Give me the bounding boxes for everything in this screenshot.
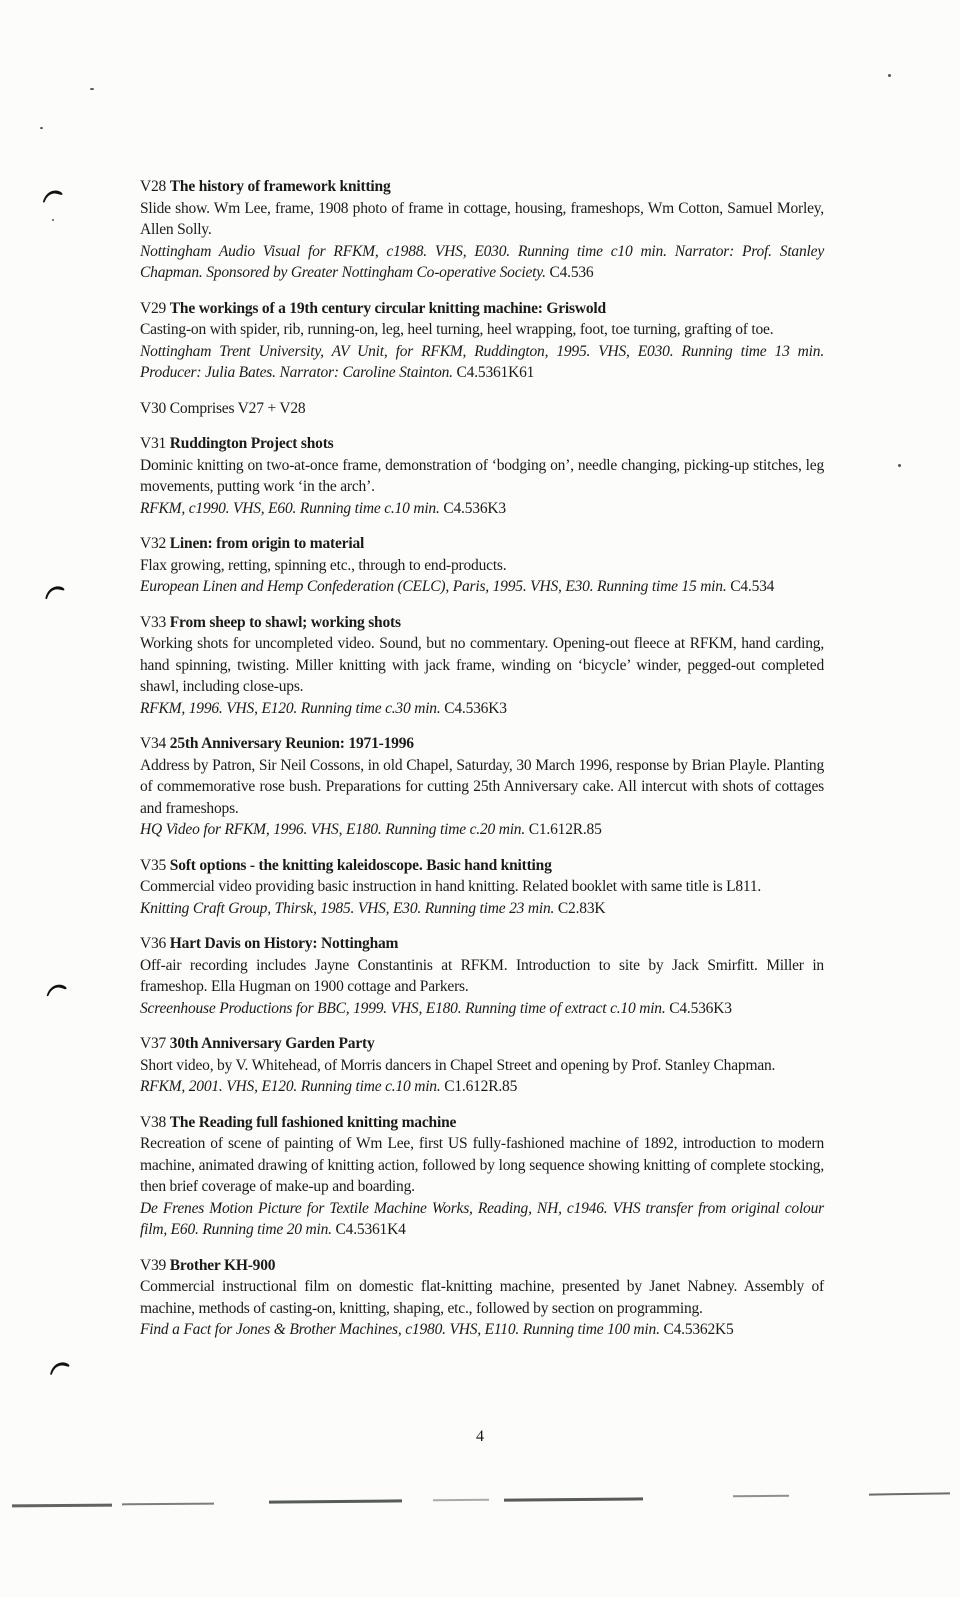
entry-citation-line [140, 1076, 824, 1098]
entry-citation: Nottingham Trent University, AV Unit, for RFKM, Ruddington, 1995. VHS, E030. Running time 13 min. Producer: Julia Bates. Narrator: Caroline Stainton. [140, 342, 824, 381]
entry-citation: RFKM, c1990. VHS, E60. Running time c.10 min. [140, 499, 440, 517]
entry-citation: Nottingham Audio Visual for RFKM, c1988. VHS, E030. Running time c10 min. Narrator: Prof. Stanley Chapman. Sponsored by Greater Nottingham Co-operative Society. [140, 242, 824, 281]
entry-heading [140, 612, 824, 634]
entry-classmark: C4.536K3 [444, 699, 507, 717]
entry-title: Brother KH-900 [169, 1256, 276, 1274]
scan-artifact-line [122, 1503, 214, 1506]
handwritten-tick-icon [42, 188, 64, 203]
entry-id: V30 [140, 399, 167, 417]
entry-v38 [140, 1112, 824, 1241]
entry-id: V36 [140, 935, 167, 952]
entry-description: Commercial video providing basic instruction in hand knitting. Related booklet with same title is L811. [140, 878, 762, 895]
handwritten-tick-icon [49, 1360, 72, 1376]
entry-description: Flax growing, retting, spinning etc., through to end-products. [140, 556, 507, 574]
entry-citation-line [140, 1198, 824, 1241]
entry-heading [140, 1033, 824, 1055]
entry-description: Short video, by V. Whitehead, of Morris dancers in Chapel Street and opening by Prof. Stanley Chapman. [140, 1056, 776, 1074]
scan-artifact-line [12, 1504, 112, 1508]
entry-citation-line [140, 998, 824, 1020]
entry-heading [140, 433, 824, 455]
scan-speck [52, 219, 54, 221]
entry-citation-line [140, 819, 824, 841]
entry-classmark: C4.534 [730, 578, 775, 595]
entry-v33 [140, 612, 824, 720]
scan-artifact-line [733, 1495, 789, 1498]
entry-title: 25th Anniversary Reunion: 1971-1996 [169, 735, 414, 752]
entry-heading [140, 855, 824, 877]
entry-citation-line [140, 576, 824, 598]
entry-title: From sheep to shawl; working shots [169, 613, 401, 631]
entry-id: V39 [140, 1256, 167, 1274]
entry-title: 30th Anniversary Garden Party [169, 1035, 375, 1052]
entry-description: Comprises V27 + V28 [169, 399, 306, 417]
entry-heading [140, 733, 824, 755]
scan-artifact-line [869, 1492, 950, 1495]
handwritten-tick-icon [46, 982, 69, 998]
scan-speck [898, 464, 901, 467]
scan-artifact-line [433, 1499, 489, 1501]
entry-description: Off-air recording includes Jayne Constantinis at RFKM. Introduction to site by Jack Smirfitt. Miller in frameshop. Ella Hugman on 1900 cottage and Parkers. [140, 956, 824, 995]
entry-title: The workings of a 19th century circular knitting machine: Griswold [169, 299, 606, 317]
entry-heading [140, 1255, 824, 1277]
entry-citation: Screenhouse Productions for BBC, 1999. VHS, E180. Running time of extract c.10 min. [140, 999, 666, 1017]
entry-citation-line [140, 498, 824, 520]
entry-title: The Reading full fashioned knitting machine [169, 1113, 457, 1131]
entry-id: V38 [140, 1113, 167, 1131]
entry-citation: De Frenes Motion Picture for Textile Machine Works, Reading, NH, c1946. VHS transfer from original colour film, E60. Running time 20 min. [140, 1199, 824, 1238]
entry-heading [140, 933, 824, 955]
entry-id: V29 [140, 299, 167, 317]
entry-citation-line [140, 898, 824, 920]
entry-title: Ruddington Project shots [169, 435, 334, 452]
entry-title: Hart Davis on History: Nottingham [169, 935, 399, 952]
scan-speck [40, 127, 43, 129]
entry-description: Commercial instructional film on domestic flat-knitting machine, presented by Janet Nabney. Assembly of machine, methods of casting-on, knitting, shaping, etc., followed by section on programming. [140, 1278, 824, 1317]
entry-heading [140, 1112, 824, 1134]
entry-description: Slide show. Wm Lee, frame, 1908 photo of frame in cottage, housing, frameshops, Wm Cotton, Samuel Morley, Allen Solly. [140, 199, 824, 238]
scan-speck [90, 88, 94, 90]
entry-classmark: C4.5362K5 [663, 1321, 734, 1338]
scan-speck [888, 74, 891, 77]
entry-v36 [140, 933, 824, 1019]
entry-classmark: C1.612R.85 [444, 1078, 518, 1095]
entry-title: The history of framework knitting [169, 178, 391, 195]
entry-classmark: C4.536K3 [443, 499, 506, 517]
entry-heading [140, 298, 824, 320]
entry-description: Dominic knitting on two-at-once frame, demonstration of ‘bodging on’, needle changing, picking-up stitches, leg movements, putting work ‘in the arch’. [140, 456, 824, 495]
entry-description: Address by Patron, Sir Neil Cossons, in old Chapel, Saturday, 30 March 1996, response by Brian Playle. Planting of commemorative rose bush. Preparations for cutting 25th Anniversary cake. All intercut with shots of cottages and frameshops. [140, 756, 824, 817]
entry-id: V34 [140, 735, 167, 752]
entry-citation: Knitting Craft Group, Thirsk, 1985. VHS, E30. Running time 23 min. [140, 899, 555, 917]
entry-title: Soft options - the knitting kaleidoscope. Basic hand knitting [169, 856, 552, 874]
entry-heading [140, 176, 824, 198]
entry-heading [140, 533, 824, 555]
handwritten-tick-icon [44, 583, 67, 599]
entry-v28 [140, 176, 824, 284]
entry-id: V33 [140, 613, 167, 631]
entry-v30 [140, 398, 824, 420]
entry-classmark: C1.612R.85 [528, 821, 602, 838]
entry-citation: RFKM, 1996. VHS, E120. Running time c.30 min. [140, 699, 441, 717]
entry-citation-line [140, 341, 824, 384]
entry-id: V31 [140, 435, 167, 452]
entry-v37 [140, 1033, 824, 1098]
entry-classmark: C4.536K3 [669, 999, 732, 1017]
entry-citation-line [140, 241, 824, 284]
entry-heading [140, 398, 824, 420]
entry-classmark: C4.536 [549, 264, 594, 281]
scan-artifact-line [504, 1497, 643, 1501]
entry-citation: RFKM, 2001. VHS, E120. Running time c.10 min. [140, 1078, 441, 1095]
entry-v31 [140, 433, 824, 519]
entry-citation-line [140, 698, 824, 720]
entry-v32 [140, 533, 824, 598]
entry-citation-line [140, 1319, 824, 1341]
catalogue-entries [140, 176, 824, 1355]
entry-classmark: C4.5361K4 [335, 1221, 406, 1238]
entry-v39 [140, 1255, 824, 1341]
entry-citation: Find a Fact for Jones & Brother Machines, c1980. VHS, E110. Running time 100 min. [140, 1321, 660, 1338]
entry-description: Working shots for uncompleted video. Sound, but no commentary. Opening-out fleece at RFKM, hand carding, hand spinning, twisting. Miller knitting with jack frame, winding on ‘bicycle’ winder, pegged-out completed shawl, including close-ups. [140, 635, 824, 695]
entry-id: V35 [140, 856, 167, 874]
entry-id: V37 [140, 1035, 167, 1052]
entry-classmark: C4.5361K61 [456, 364, 535, 381]
page-number: 4 [476, 1428, 484, 1445]
entry-description: Casting-on with spider, rib, running-on, leg, heel turning, heel wrapping, foot, toe turning, grafting of toe. [140, 321, 774, 338]
entry-citation: HQ Video for RFKM, 1996. VHS, E180. Running time c.20 min. [140, 821, 526, 838]
entry-id: V32 [140, 535, 167, 552]
entry-citation: European Linen and Hemp Confederation (CELC), Paris, 1995. VHS, E30. Running time 15 min. [140, 578, 727, 595]
entry-description: Recreation of scene of painting of Wm Lee, first US fully-fashioned machine of 1892, introduction to modern machine, animated drawing of knitting action, followed by long sequence showing knitting of complete stocking, then brief coverage of make-up and boarding. [140, 1135, 824, 1195]
scan-artifact-line [269, 1499, 402, 1503]
entry-v35 [140, 855, 824, 920]
entry-v34 [140, 733, 824, 841]
entry-id: V28 [140, 178, 167, 195]
entry-classmark: C2.83K [557, 899, 606, 917]
entry-v29 [140, 298, 824, 384]
entry-title: Linen: from origin to material [169, 535, 365, 552]
